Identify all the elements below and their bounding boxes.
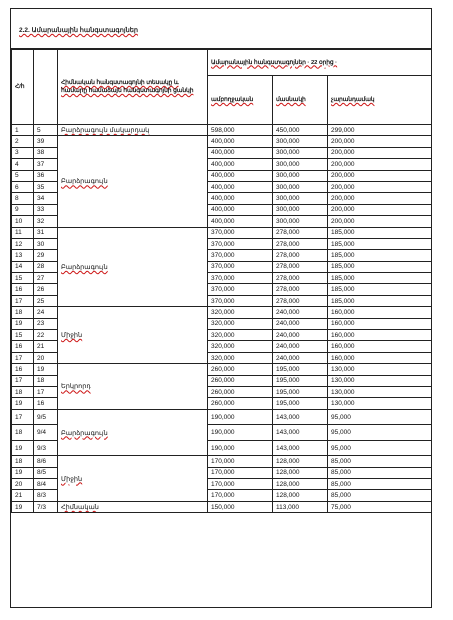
value-2: 278,000 (273, 250, 328, 261)
row-number: 17 (12, 352, 34, 363)
row-number: 21 (12, 490, 34, 501)
value-2: 240,000 (273, 341, 328, 352)
value-2: 278,000 (273, 284, 328, 295)
value-1: 170,000 (208, 467, 273, 478)
value-1: 320,000 (208, 352, 273, 363)
value-3: 200,000 (328, 193, 432, 204)
header-sub-3 (328, 76, 432, 125)
value-3: 95,000 (328, 440, 432, 456)
value-2: 450,000 (273, 125, 328, 136)
value-1: 260,000 (208, 364, 273, 375)
value-2: 143,000 (273, 440, 328, 456)
row-category (58, 364, 208, 410)
price-table (11, 49, 432, 513)
value-1: 400,000 (208, 193, 273, 204)
row-code: 18 (34, 375, 58, 386)
row-code: 32 (34, 216, 58, 227)
row-code: 24 (34, 307, 58, 318)
row-number: 11 (12, 227, 34, 238)
row-number: 6 (12, 181, 34, 192)
value-1: 260,000 (208, 386, 273, 397)
row-category (58, 227, 208, 307)
row-category (58, 136, 208, 227)
value-3: 85,000 (328, 490, 432, 501)
value-1: 170,000 (208, 479, 273, 490)
row-number: 4 (12, 159, 34, 170)
row-code: 31 (34, 227, 58, 238)
row-code: 9/5 (34, 409, 58, 425)
document-page (10, 8, 432, 608)
row-number: 8 (12, 193, 34, 204)
row-code: 30 (34, 238, 58, 249)
value-3: 185,000 (328, 273, 432, 284)
value-2: 278,000 (273, 238, 328, 249)
value-2: 143,000 (273, 425, 328, 441)
value-1: 370,000 (208, 227, 273, 238)
value-2: 143,000 (273, 409, 328, 425)
row-code: 23 (34, 318, 58, 329)
header-sub-1 (208, 76, 273, 125)
category-label: Հիմնական (61, 504, 99, 512)
row-code: 33 (34, 204, 58, 215)
value-3: 160,000 (328, 318, 432, 329)
value-3: 85,000 (328, 467, 432, 478)
row-number: 19 (12, 467, 34, 478)
row-number: 14 (12, 261, 34, 272)
value-1: 370,000 (208, 295, 273, 306)
row-code: 7/3 (34, 501, 58, 512)
value-2: 240,000 (273, 318, 328, 329)
row-number: 17 (12, 409, 34, 425)
row-category (58, 501, 208, 512)
value-3: 130,000 (328, 398, 432, 409)
category-label: Միջին (61, 332, 83, 340)
value-3: 185,000 (328, 295, 432, 306)
value-2: 195,000 (273, 398, 328, 409)
row-code: 8/3 (34, 490, 58, 501)
row-number: 18 (12, 386, 34, 397)
table-row (12, 227, 432, 238)
value-1: 320,000 (208, 341, 273, 352)
value-1: 170,000 (208, 490, 273, 501)
value-3: 130,000 (328, 364, 432, 375)
row-code: 22 (34, 330, 58, 341)
value-3: 160,000 (328, 352, 432, 363)
header-sub-2-text: մասնակի (276, 97, 306, 103)
value-1: 190,000 (208, 425, 273, 441)
value-3: 185,000 (328, 250, 432, 261)
row-code: 37 (34, 159, 58, 170)
value-3: 200,000 (328, 181, 432, 192)
row-code: 21 (34, 341, 58, 352)
value-1: 260,000 (208, 375, 273, 386)
header-group (208, 50, 432, 76)
row-number: 18 (12, 456, 34, 467)
value-3: 75,000 (328, 501, 432, 512)
row-number: 20 (12, 479, 34, 490)
value-2: 278,000 (273, 261, 328, 272)
row-code: 17 (34, 386, 58, 397)
value-3: 160,000 (328, 330, 432, 341)
row-number: 15 (12, 330, 34, 341)
row-number: 19 (12, 318, 34, 329)
category-label: Բարձրագույն (61, 263, 108, 271)
category-label: Բարձրագույն մակարդակ (61, 127, 150, 135)
value-2: 300,000 (273, 193, 328, 204)
row-category (58, 456, 208, 502)
row-category (58, 125, 208, 136)
row-code: 36 (34, 170, 58, 181)
value-1: 190,000 (208, 440, 273, 456)
title-box (11, 9, 431, 49)
category-label: Բարձրագույն (61, 178, 108, 186)
value-1: 400,000 (208, 216, 273, 227)
row-number: 16 (12, 341, 34, 352)
value-1: 260,000 (208, 398, 273, 409)
header-description (58, 50, 208, 125)
value-1: 370,000 (208, 250, 273, 261)
value-2: 300,000 (273, 204, 328, 215)
value-2: 128,000 (273, 479, 328, 490)
row-number: 15 (12, 273, 34, 284)
value-1: 598,000 (208, 125, 273, 136)
row-number: 2 (12, 136, 34, 147)
row-code: 5 (34, 125, 58, 136)
value-3: 185,000 (328, 227, 432, 238)
value-3: 200,000 (328, 147, 432, 158)
value-2: 300,000 (273, 181, 328, 192)
category-label: Բարձրագույն (61, 429, 108, 437)
value-2: 195,000 (273, 386, 328, 397)
row-number: 19 (12, 440, 34, 456)
row-number: 18 (12, 307, 34, 318)
table-row (12, 136, 432, 147)
value-3: 200,000 (328, 170, 432, 181)
value-1: 400,000 (208, 204, 273, 215)
table-row (12, 364, 432, 375)
row-number: 17 (12, 375, 34, 386)
document-title: 2.2. Ամարանային հանգստագոյներ (19, 27, 138, 34)
value-3: 200,000 (328, 216, 432, 227)
row-number: 5 (12, 170, 34, 181)
value-1: 190,000 (208, 409, 273, 425)
value-1: 400,000 (208, 136, 273, 147)
row-number: 16 (12, 364, 34, 375)
row-code: 9/3 (34, 440, 58, 456)
row-number: 3 (12, 147, 34, 158)
row-code: 25 (34, 295, 58, 306)
row-number: 16 (12, 284, 34, 295)
value-2: 300,000 (273, 170, 328, 181)
row-code: 29 (34, 250, 58, 261)
table-row (12, 456, 432, 467)
value-3: 200,000 (328, 136, 432, 147)
value-3: 299,000 (328, 125, 432, 136)
value-2: 300,000 (273, 159, 328, 170)
row-category (58, 307, 208, 364)
table-row (12, 409, 432, 425)
table-row (12, 125, 432, 136)
row-code: 38 (34, 147, 58, 158)
value-2: 113,000 (273, 501, 328, 512)
header-code (34, 50, 58, 125)
value-3: 130,000 (328, 386, 432, 397)
table-body (12, 125, 432, 513)
row-code: 35 (34, 181, 58, 192)
row-number: 19 (12, 501, 34, 512)
row-number: 19 (12, 398, 34, 409)
value-3: 185,000 (328, 238, 432, 249)
value-3: 185,000 (328, 261, 432, 272)
value-1: 320,000 (208, 318, 273, 329)
value-3: 95,000 (328, 425, 432, 441)
value-1: 370,000 (208, 273, 273, 284)
value-3: 200,000 (328, 159, 432, 170)
header-no: Հ/հ (12, 50, 34, 125)
header-description-text: Հիմնական հանգստագոյնի տեսակը և համարը համաձայն հանգստագոյնի ցանկի (61, 80, 194, 94)
row-number: 1 (12, 125, 34, 136)
row-code: 26 (34, 284, 58, 295)
row-number: 13 (12, 250, 34, 261)
value-1: 400,000 (208, 147, 273, 158)
value-2: 240,000 (273, 330, 328, 341)
row-code: 8/5 (34, 467, 58, 478)
value-1: 150,000 (208, 501, 273, 512)
row-code: 8/6 (34, 456, 58, 467)
value-1: 370,000 (208, 261, 273, 272)
table-row (12, 307, 432, 318)
value-3: 160,000 (328, 307, 432, 318)
row-code: 28 (34, 261, 58, 272)
value-3: 200,000 (328, 204, 432, 215)
value-2: 278,000 (273, 295, 328, 306)
value-2: 240,000 (273, 352, 328, 363)
value-1: 370,000 (208, 284, 273, 295)
row-code: 27 (34, 273, 58, 284)
value-2: 240,000 (273, 307, 328, 318)
value-2: 128,000 (273, 456, 328, 467)
category-label: Միջին (61, 475, 83, 483)
row-number: 12 (12, 238, 34, 249)
header-sub-2 (273, 76, 328, 125)
value-2: 278,000 (273, 227, 328, 238)
value-2: 128,000 (273, 490, 328, 501)
value-1: 320,000 (208, 330, 273, 341)
table-row (12, 501, 432, 512)
value-2: 278,000 (273, 273, 328, 284)
value-1: 170,000 (208, 456, 273, 467)
value-1: 320,000 (208, 307, 273, 318)
value-1: 400,000 (208, 159, 273, 170)
value-1: 400,000 (208, 170, 273, 181)
value-3: 95,000 (328, 409, 432, 425)
header-group-text: Ամարանային հանգստագոյներ · 22 օրից · (211, 59, 338, 66)
header-sub-3-text: չարանդամակ (331, 97, 375, 103)
row-code: 34 (34, 193, 58, 204)
value-2: 300,000 (273, 136, 328, 147)
row-code: 16 (34, 398, 58, 409)
header-sub-1-text: ամբողջական (211, 97, 254, 103)
row-code: 9/4 (34, 425, 58, 441)
value-2: 195,000 (273, 364, 328, 375)
value-3: 160,000 (328, 341, 432, 352)
value-3: 130,000 (328, 375, 432, 386)
row-number: 9 (12, 204, 34, 215)
row-code: 39 (34, 136, 58, 147)
row-number: 17 (12, 295, 34, 306)
value-2: 300,000 (273, 147, 328, 158)
category-label: Երկրորդ (61, 383, 91, 391)
value-2: 128,000 (273, 467, 328, 478)
row-number: 10 (12, 216, 34, 227)
row-code: 8/4 (34, 479, 58, 490)
value-1: 370,000 (208, 238, 273, 249)
row-code: 20 (34, 352, 58, 363)
row-number: 18 (12, 425, 34, 441)
value-1: 400,000 (208, 181, 273, 192)
row-category (58, 409, 208, 456)
value-2: 195,000 (273, 375, 328, 386)
value-2: 300,000 (273, 216, 328, 227)
row-code: 19 (34, 364, 58, 375)
value-3: 185,000 (328, 284, 432, 295)
value-3: 85,000 (328, 456, 432, 467)
value-3: 85,000 (328, 479, 432, 490)
